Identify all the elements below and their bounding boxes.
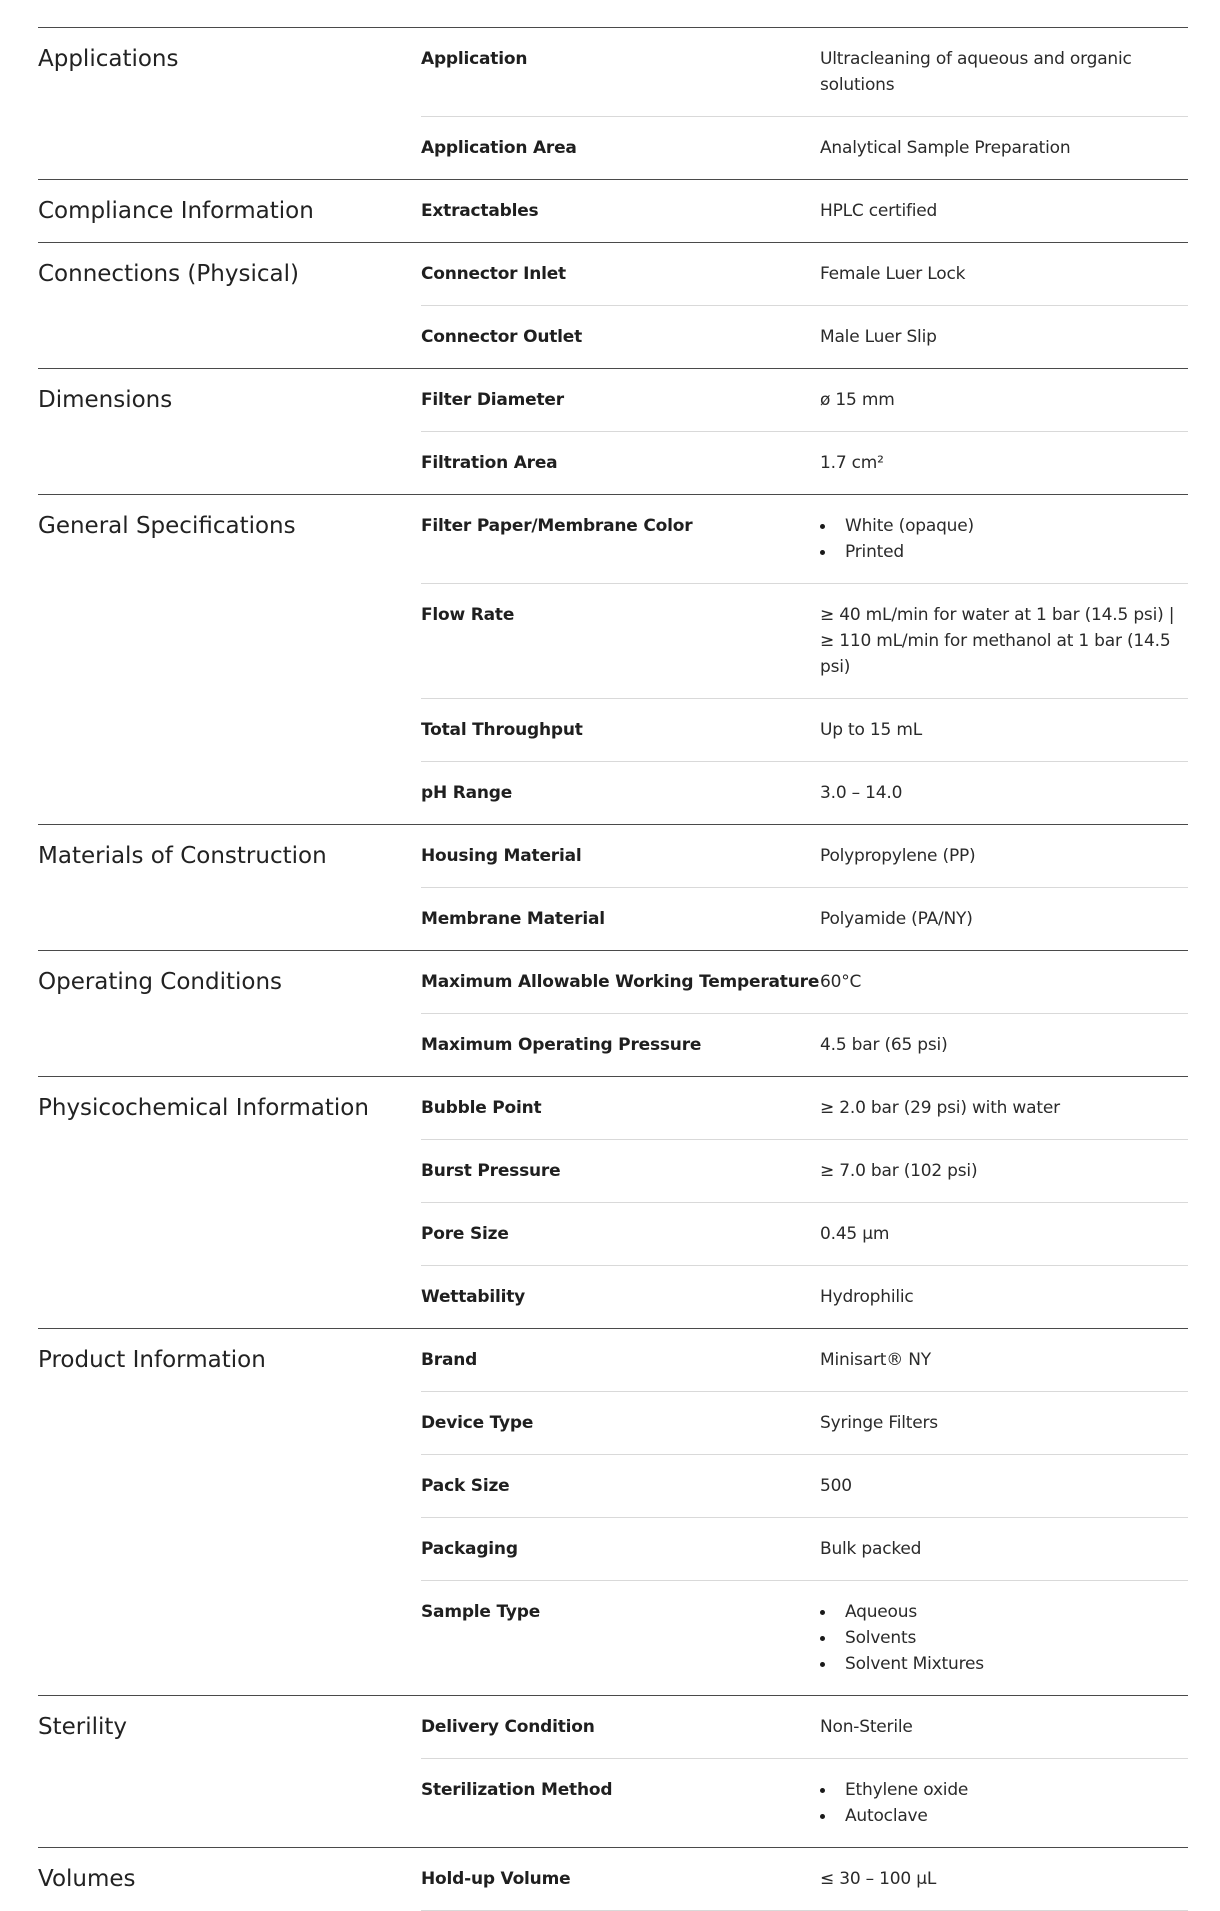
spec-row [421, 762, 1188, 824]
spec-section-connections-physical [38, 242, 1188, 368]
spec-value: 3.0 – 14.0 [820, 783, 903, 803]
section-rows [421, 825, 1188, 950]
spec-value: ≥ 40 mL/min for water at 1 bar (14.5 psi) | ≥ 110 mL/min for methanol at 1 bar (14.5 psi) [820, 605, 1175, 677]
spec-label: Connector Outlet [421, 327, 583, 347]
section-title: Connections (Physical) [38, 261, 299, 287]
spec-row [421, 1759, 1188, 1847]
spec-label: Application Area [421, 138, 577, 158]
spec-label: Flow Rate [421, 605, 515, 625]
spec-label: Wettability [421, 1287, 526, 1307]
spec-section-general-specifications [38, 494, 1188, 824]
section-title: Operating Conditions [38, 969, 283, 995]
spec-label: Membrane Material [421, 909, 605, 929]
spec-value [820, 1777, 1188, 1829]
spec-value: 4.5 bar (65 psi) [820, 1035, 948, 1055]
spec-row [421, 888, 1188, 950]
spec-section-sterility [38, 1695, 1188, 1847]
spec-section-applications [38, 27, 1188, 179]
spec-label: Brand [421, 1350, 478, 1370]
spec-section-volumes [38, 1847, 1188, 1911]
spec-label: Packaging [421, 1539, 518, 1559]
spec-value: Minisart® NY [820, 1350, 931, 1370]
spec-value: Polypropylene (PP) [820, 846, 976, 866]
spec-label: Delivery Condition [421, 1717, 595, 1737]
spec-label: Sterilization Method [421, 1780, 613, 1800]
section-title: Applications [38, 46, 179, 72]
spec-label: Extractables [421, 201, 539, 221]
spec-label: Application [421, 49, 528, 69]
specifications-table [38, 27, 1188, 1911]
spec-row [421, 584, 1188, 699]
spec-label: Hold-up Volume [421, 1869, 571, 1889]
spec-row [421, 117, 1188, 179]
spec-label: Total Throughput [421, 720, 583, 740]
spec-value: ≤ 30 – 100 µL [820, 1869, 937, 1889]
section-rows [421, 243, 1188, 368]
spec-row [421, 825, 1188, 888]
spec-row [421, 306, 1188, 368]
spec-row [421, 28, 1188, 117]
section-rows [421, 1329, 1188, 1695]
section-rows [421, 28, 1188, 179]
spec-label: Filter Diameter [421, 390, 564, 410]
spec-value [820, 513, 1188, 565]
section-rows [421, 1848, 1188, 1911]
spec-value: Male Luer Slip [820, 327, 937, 347]
spec-row [421, 432, 1188, 494]
spec-label: Maximum Allowable Working Temperature [421, 972, 820, 992]
spec-value-list-item: Printed [820, 539, 1188, 565]
spec-value-list-item: White (opaque) [820, 513, 1188, 539]
spec-value-list-item: Solvents [820, 1625, 1188, 1651]
section-title: Dimensions [38, 387, 173, 413]
spec-value-list-item: Solvent Mixtures [820, 1651, 1188, 1677]
spec-value [820, 1599, 1188, 1677]
spec-value: Bulk packed [820, 1539, 922, 1559]
spec-label: Device Type [421, 1413, 534, 1433]
spec-value: 60°C [820, 972, 862, 992]
spec-label: Burst Pressure [421, 1161, 561, 1181]
spec-value: Analytical Sample Preparation [820, 138, 1071, 158]
spec-row [421, 1848, 1188, 1911]
spec-label: Pore Size [421, 1224, 509, 1244]
spec-value-list-item: Aqueous [820, 1599, 1188, 1625]
spec-row [421, 495, 1188, 584]
spec-label: Sample Type [421, 1602, 541, 1622]
section-title: Sterility [38, 1714, 128, 1740]
spec-value: HPLC certified [820, 201, 938, 221]
spec-section-compliance-information [38, 179, 1188, 242]
spec-value-list [820, 1599, 1188, 1677]
section-rows [421, 1077, 1188, 1328]
spec-value-list [820, 513, 1188, 565]
spec-row [421, 1014, 1188, 1076]
spec-value: 1.7 cm² [820, 453, 884, 473]
spec-row [421, 243, 1188, 306]
spec-row [421, 369, 1188, 432]
spec-value: Up to 15 mL [820, 720, 922, 740]
spec-value: ≥ 2.0 bar (29 psi) with water [820, 1098, 1060, 1118]
spec-row [421, 1077, 1188, 1140]
spec-row [421, 1696, 1188, 1759]
spec-value: Hydrophilic [820, 1287, 914, 1307]
spec-label: Pack Size [421, 1476, 510, 1496]
spec-value-list-item: Ethylene oxide [820, 1777, 1188, 1803]
spec-label: pH Range [421, 783, 513, 803]
spec-row [421, 1140, 1188, 1203]
spec-value-list-item: Autoclave [820, 1803, 1188, 1829]
section-rows [421, 951, 1188, 1076]
spec-label: Housing Material [421, 846, 582, 866]
spec-label: Bubble Point [421, 1098, 542, 1118]
spec-value: 500 [820, 1476, 852, 1496]
spec-section-materials-of-construction [38, 824, 1188, 950]
spec-value: Syringe Filters [820, 1413, 938, 1433]
spec-section-operating-conditions [38, 950, 1188, 1076]
spec-label: Filtration Area [421, 453, 558, 473]
spec-label: Filter Paper/Membrane Color [421, 516, 693, 536]
section-title: Volumes [38, 1866, 136, 1892]
spec-row [421, 1455, 1188, 1518]
section-rows [421, 1696, 1188, 1847]
section-rows [421, 180, 1188, 242]
spec-value: ø 15 mm [820, 390, 895, 410]
section-title: Product Information [38, 1347, 266, 1373]
spec-row [421, 180, 1188, 242]
spec-row [421, 1203, 1188, 1266]
section-rows [421, 495, 1188, 824]
section-title: General Specifications [38, 513, 296, 539]
spec-row [421, 699, 1188, 762]
spec-label: Maximum Operating Pressure [421, 1035, 702, 1055]
spec-value: 0.45 µm [820, 1224, 890, 1244]
section-title: Physicochemical Information [38, 1095, 369, 1121]
section-rows [421, 369, 1188, 494]
spec-value: Ultracleaning of aqueous and organic solutions [820, 49, 1132, 95]
section-title: Materials of Construction [38, 843, 327, 869]
spec-row [421, 1518, 1188, 1581]
spec-row [421, 951, 1188, 1014]
spec-section-product-information [38, 1328, 1188, 1695]
spec-value: ≥ 7.0 bar (102 psi) [820, 1161, 978, 1181]
spec-value: Female Luer Lock [820, 264, 966, 284]
spec-label: Connector Inlet [421, 264, 566, 284]
spec-value-list [820, 1777, 1188, 1829]
spec-row [421, 1266, 1188, 1328]
spec-section-physicochemical-information [38, 1076, 1188, 1328]
spec-section-dimensions [38, 368, 1188, 494]
spec-row [421, 1329, 1188, 1392]
spec-value: Non-Sterile [820, 1717, 913, 1737]
section-title: Compliance Information [38, 198, 314, 224]
spec-value: Polyamide (PA/NY) [820, 909, 973, 929]
spec-row [421, 1581, 1188, 1695]
spec-row [421, 1392, 1188, 1455]
